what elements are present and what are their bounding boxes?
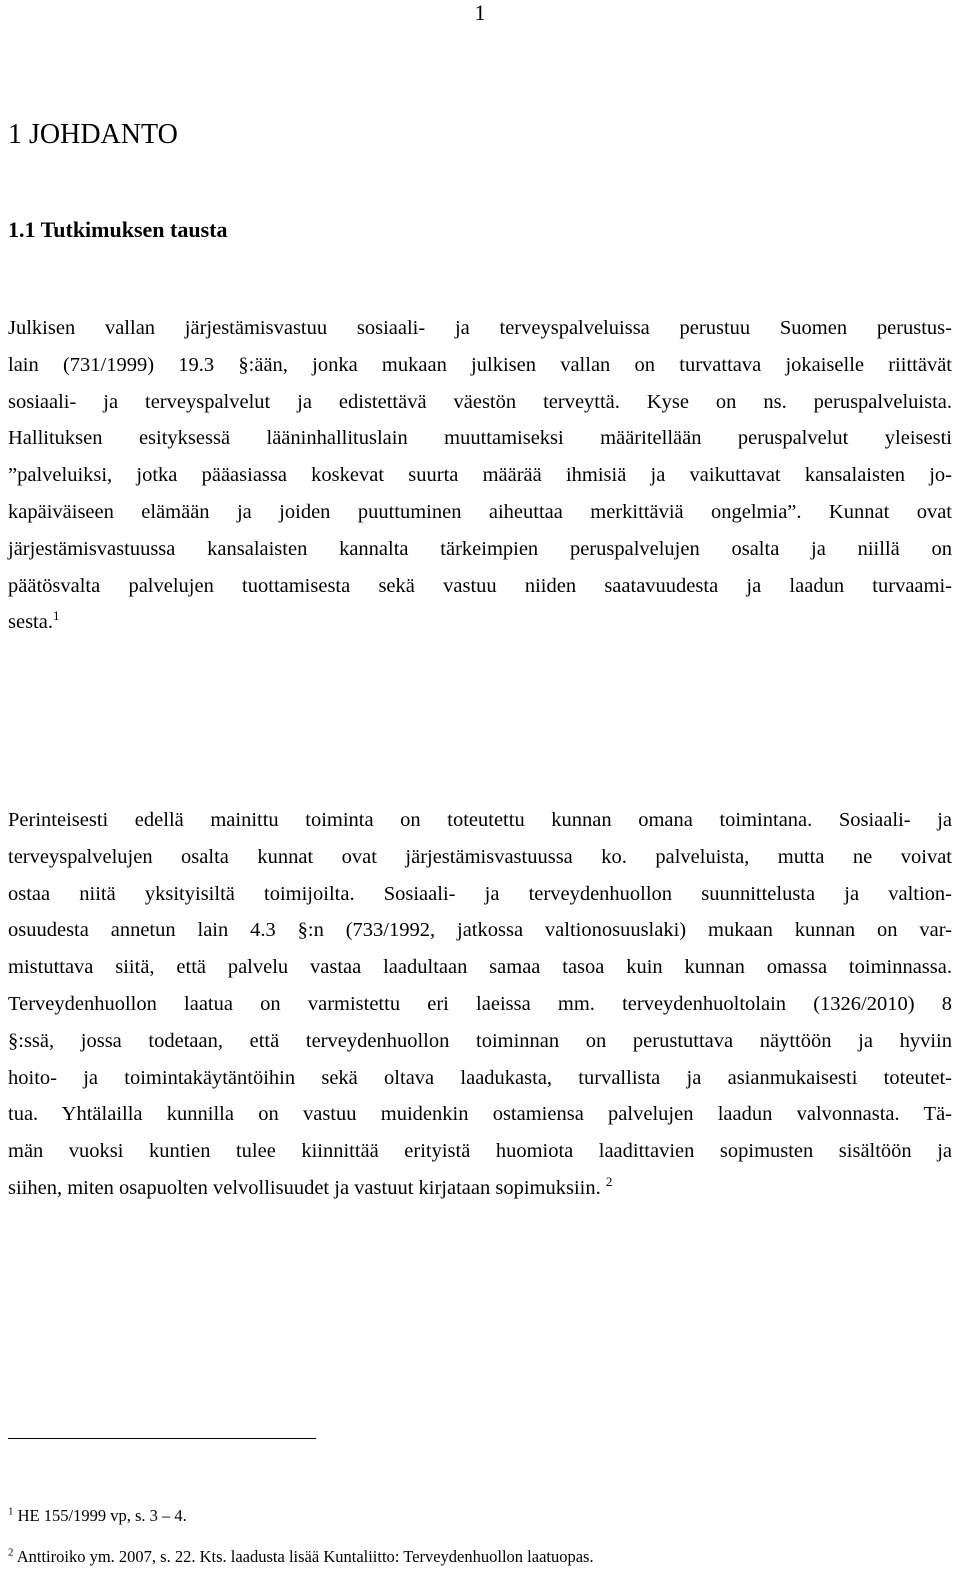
footnote-2 [8, 1546, 594, 1568]
footnote-reference-2: 2 [605, 1174, 613, 1190]
footnote-number: 1 [8, 1505, 14, 1518]
footnote-number: 2 [8, 1546, 14, 1559]
page-number: 1 [474, 0, 486, 25]
paragraph-line: män vuoksi kuntien tulee kiinnittää erityistä huomiota laadittavien sopimusten sisältöön ja [8, 1140, 952, 1163]
paragraph-line: Julkisen vallan järjestämisvastuu sosiaali- ja terveyspalveluissa perustuu Suomen perustus- [8, 317, 952, 339]
body-paragraph-1 [8, 310, 952, 641]
paragraph-line: Terveydenhuollon laatua on varmistettu eri laeissa mm. terveydenhuoltolain (1326/2010) 8 [8, 992, 952, 1015]
paragraph-line-text: siihen, miten osapuolten velvollisuudet ja vastuut kirjataan sopimuksiin. [8, 1176, 601, 1199]
footnote-separator [8, 1438, 316, 1439]
paragraph-line: osuudesta annetun lain 4.3 §:n (733/1992, jatkossa valtionosuuslaki) mukaan kunnan on var- [8, 919, 952, 942]
footnote-reference-1: 1 [52, 608, 60, 624]
paragraph-line: järjestämisvastuussa kansalaisten kannalta tärkeimpien peruspalvelujen osalta ja niillä on [8, 537, 952, 560]
chapter-title: 1 JOHDANTO [8, 119, 178, 150]
paragraph-line: ostaa niitä yksityisiltä toimijoilta. Sosiaali- ja terveydenhuollon suunnittelusta ja valtion- [8, 882, 952, 905]
paragraph-last-line [8, 604, 952, 641]
paragraph-line: sosiaali- ja terveyspalvelut ja edistettävä väestön terveyttä. Kyse on ns. peruspalveluista. [8, 390, 952, 413]
footnote-text: Anttiroiko ym. 2007, s. 22. Kts. laadusta lisää Kuntaliitto: Terveydenhuollon laatuopas. [16, 1547, 594, 1566]
paragraph-line: terveyspalvelujen osalta kunnat ovat järjestämisvastuussa ko. palveluista, mutta ne voivat [8, 845, 952, 868]
footnote-1 [8, 1505, 187, 1527]
body-paragraph-2 [8, 802, 952, 1207]
paragraph-line: §:ssä, jossa todetaan, että terveydenhuollon toiminnan on perustuttava näyttöön ja hyviin [8, 1029, 952, 1052]
paragraph-line-text: sesta. [8, 611, 53, 634]
section-title: 1.1 Tutkimuksen tausta [8, 217, 228, 242]
paragraph-line: mistuttava siitä, että palvelu vastaa laadultaan samaa tasoa kuin kunnan omassa toiminnassa. [8, 956, 952, 979]
paragraph-line: hoito- ja toimintakäytäntöihin sekä oltava laadukasta, turvallista ja asianmukaisesti toteutet- [8, 1066, 952, 1089]
paragraph-line: tua. Yhtälailla kunnilla on vastuu muidenkin ostamiensa palvelujen laadun valvonnasta. Tä- [8, 1103, 952, 1126]
paragraph-line: kapäiväiseen elämään ja joiden puuttuminen aiheuttaa merkittäviä ongelmia”. Kunnat ovat [8, 500, 952, 523]
paragraph-line: lain (731/1999) 19.3 §:ään, jonka mukaan julkisen vallan on turvattava jokaiselle riittävät [8, 353, 952, 376]
paragraph-line: Hallituksen esityksessä lääninhallituslain muuttamiseksi määritellään peruspalvelut yleisesti [8, 427, 952, 450]
paragraph-line: päätösvalta palvelujen tuottamisesta sekä vastuu niiden saatavuudesta ja laadun turvaami- [8, 574, 952, 597]
paragraph-line: ”palveluiksi, jotka pääasiassa koskevat suurta määrää ihmisiä ja vaikuttavat kansalaisten jo- [8, 464, 952, 487]
footnote-text: HE 155/1999 vp, s. 3 – 4. [17, 1506, 187, 1525]
paragraph-line: Perinteisesti edellä mainittu toiminta on toteutettu kunnan omana toimintana. Sosiaali- ja [8, 809, 952, 831]
paragraph-last-line [8, 1170, 952, 1207]
